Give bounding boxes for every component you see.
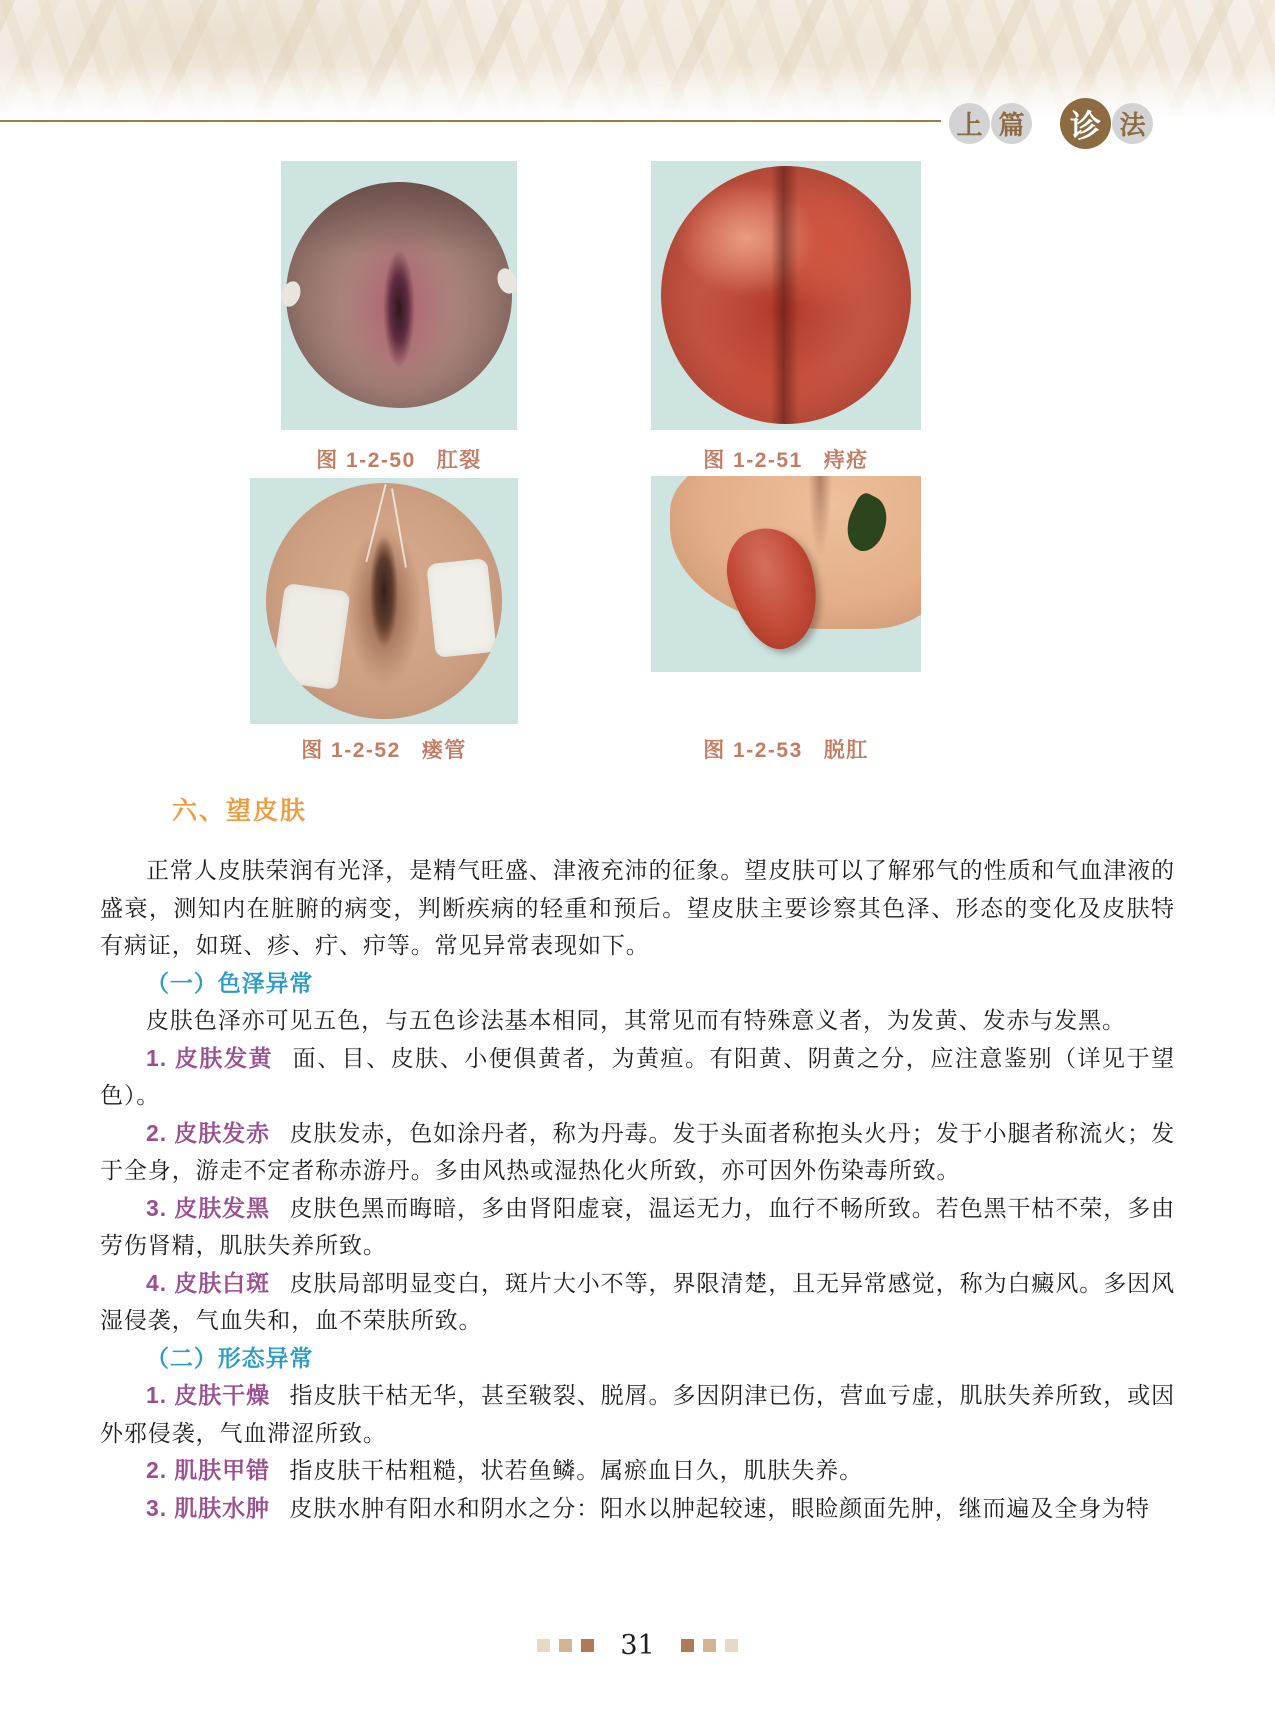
- page-number: 31: [620, 1630, 655, 1661]
- subsection-heading-form: （二）形态异常: [146, 1344, 314, 1371]
- figure-title: 肛裂: [436, 449, 482, 472]
- part-badge-pian: 篇: [991, 103, 1032, 144]
- section-badge-zhen: 诊: [1060, 98, 1111, 149]
- figure-hemorrhoid: [651, 161, 921, 430]
- item-lead: 2. 肌肤甲错: [146, 1457, 270, 1483]
- item-lead: 2. 皮肤发赤: [146, 1119, 271, 1146]
- item-skin-yellow: [100, 1040, 1175, 1115]
- ornament-square: [725, 1639, 738, 1652]
- figure-title: 瘘管: [421, 739, 467, 762]
- part-badge-shang: 上: [949, 103, 990, 144]
- intro-paragraph: 正常人皮肤荣润有光泽，是精气旺盛、津液充沛的征象。望皮肤可以了解邪气的性质和气血津液的盛衰，测知内在脏腑的病变，判断疾病的轻重和预后。望皮肤主要诊察其色泽、形态的变化及皮肤特有病证，如斑、疹、疔、疖等。常见异常表现如下。: [100, 857, 1175, 958]
- item-text: 皮肤色黑而晦暗，多由肾阳虚衰，温运无力，血行不畅所致。若色黑干枯不荣，多由劳伤肾精，肌肤失养所致。: [100, 1194, 1175, 1258]
- figure-anal-fissure-photo: [286, 182, 512, 408]
- item-skin-red: [100, 1115, 1175, 1190]
- figure-label: 图 1-2-50: [316, 449, 416, 472]
- item-lead: 1. 皮肤干燥: [146, 1382, 271, 1408]
- figure-hemorrhoid-photo: [661, 166, 911, 424]
- figure-label: 图 1-2-53: [703, 739, 803, 762]
- item-text: 指皮肤干枯无华，甚至皲裂、脱屑。多因阴津已伤，营血亏虚，肌肤失养所致，或因外邪侵袭，气血滞涩所致。: [100, 1382, 1175, 1446]
- suture-thread: [365, 484, 386, 562]
- ornament-square: [559, 1639, 572, 1652]
- page-footer: [0, 1630, 1275, 1661]
- header-rule: [0, 120, 941, 122]
- figure-anal-fissure: [281, 161, 517, 430]
- ornament-square: [703, 1639, 716, 1652]
- clamp-shape: [281, 279, 304, 309]
- item-text: 皮肤局部明显变白，斑片大小不等，界限清楚，且无异常感觉，称为白癜风。多因风湿侵袭，气血失和，血不荣肤所致。: [100, 1269, 1175, 1333]
- ornament-square: [537, 1639, 550, 1652]
- item-skin-black: [100, 1190, 1175, 1265]
- suture-thread: [391, 488, 407, 567]
- figure-fistula-photo: [266, 483, 502, 719]
- item-text: 指皮肤干枯粗糙，状若鱼鳞。属瘀血日久，肌肤失养。: [289, 1457, 864, 1483]
- clamp-shape: [494, 266, 517, 297]
- item-text: 皮肤水肿有阳水和阴水之分：阳水以肿起较速，眼睑颜面先肿，继而遍及全身为特: [289, 1494, 1150, 1521]
- item-lead: 3. 皮肤发黑: [146, 1194, 271, 1221]
- item-skin-edema: [100, 1490, 1175, 1528]
- gauze-shape: [426, 558, 497, 658]
- item-text: 面、目、皮肤、小便俱黄者，为黄疸。有阳黄、阴黄之分，应注意鉴别（详见于望色）。: [100, 1044, 1176, 1108]
- subsection-heading-color: （一）色泽异常: [146, 969, 314, 996]
- figure-caption-1-2-50: [281, 444, 517, 474]
- item-lead: 3. 肌肤水肿: [146, 1494, 270, 1521]
- gauze-shape: [271, 583, 350, 690]
- figure-caption-1-2-53: [651, 734, 921, 764]
- section-badge-fa: 法: [1112, 103, 1153, 144]
- figure-label: 图 1-2-51: [703, 449, 803, 472]
- item-skin-scaly: [100, 1452, 1175, 1490]
- item-lead: 4. 皮肤白斑: [146, 1269, 271, 1296]
- item-skin-white-patch: [100, 1265, 1175, 1340]
- item-lead: 1. 皮肤发黄: [146, 1044, 274, 1071]
- color-intro-paragraph: 皮肤色泽亦可见五色，与五色诊法基本相同，其常见而有特殊意义者，为发黄、发赤与发黑。: [146, 1007, 1126, 1033]
- skin-crease-shape: [808, 476, 832, 558]
- figure-title: 脱肛: [823, 739, 869, 762]
- item-skin-dry: [100, 1377, 1175, 1452]
- figure-caption-1-2-51: [651, 444, 921, 474]
- figure-fistula: [250, 478, 518, 724]
- figure-rectal-prolapse: [651, 476, 921, 672]
- section-title: 六、望皮肤: [172, 797, 308, 825]
- figure-label: 图 1-2-52: [301, 739, 401, 762]
- body-text-column: [100, 852, 1175, 1527]
- ornament-square: [581, 1639, 594, 1652]
- ornament-square: [681, 1639, 694, 1652]
- figure-title: 痔疮: [823, 449, 869, 472]
- item-text: 皮肤发赤，色如涂丹者，称为丹毒。发于头面者称抱头火丹；发于小腿者称流火；发于全身，游走不定者称赤游丹。多由风热或湿热化火所致，亦可因外伤染毒所致。: [100, 1119, 1175, 1183]
- figure-caption-1-2-52: [250, 734, 518, 764]
